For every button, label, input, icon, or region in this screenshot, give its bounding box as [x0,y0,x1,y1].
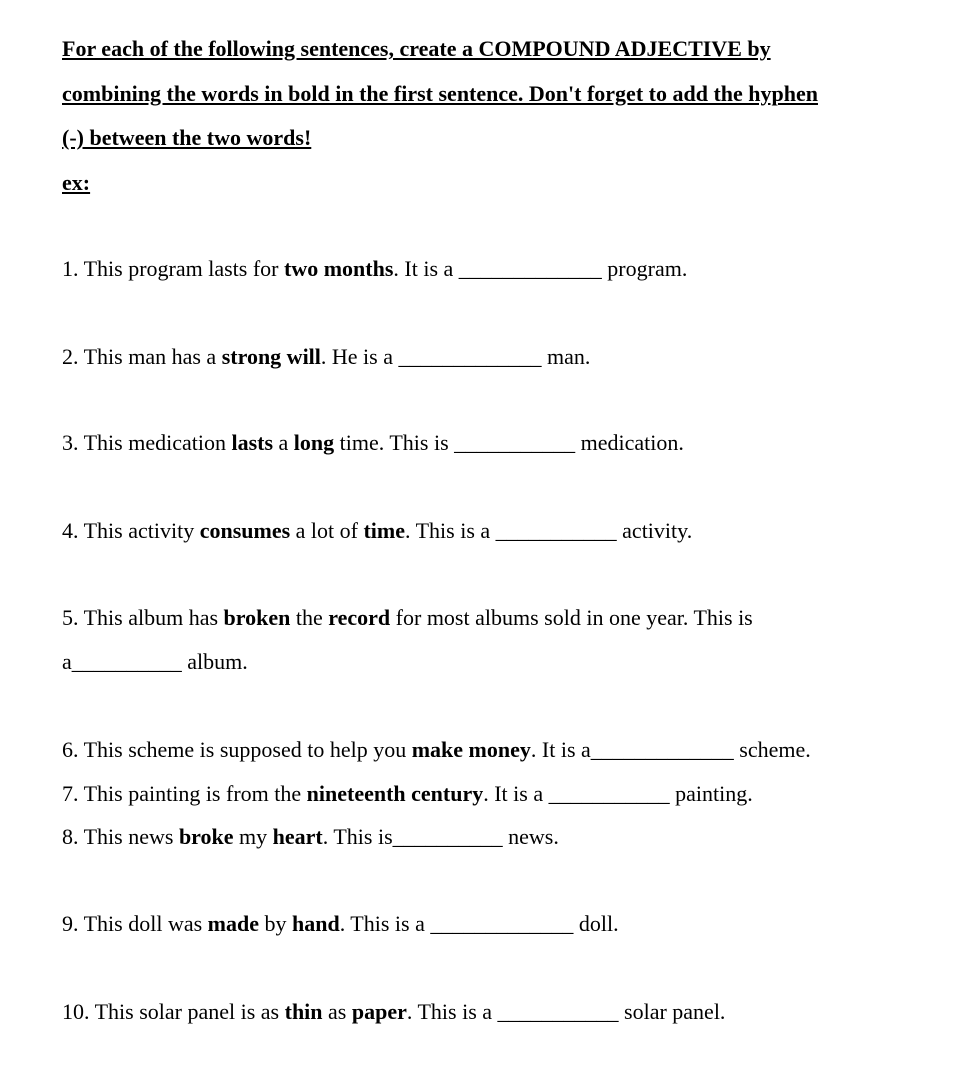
item-text: . This is a ___________ activity. [405,518,693,543]
example-label: ex: [62,170,91,195]
instruction-line-3: (-) between the two words! [62,125,312,150]
item-text: 6. This scheme is supposed to help you [62,737,412,762]
item-text: . This is a _____________ doll. [339,911,619,936]
item-text: my [233,824,273,849]
exercise-item-5 [62,607,753,629]
instruction-line-1: For each of the following sentences, create a COMPOUND ADJECTIVE by [62,36,771,61]
item-text: 5. This album has [62,605,224,630]
bold-word: made [207,911,259,936]
item-text: 4. This activity [62,518,200,543]
bold-word: broken [223,605,291,630]
exercise-item-9 [62,913,619,935]
bold-word: two months [284,256,394,281]
item-text: . This is__________ news. [322,824,559,849]
item-text: by [258,911,292,936]
item-text: . This is a ___________ solar panel. [406,999,726,1024]
exercise-item-2 [62,346,590,368]
exercise-item-8 [62,826,559,848]
bold-word: nineteenth century [306,781,484,806]
bold-word: hand [291,911,340,936]
item-text: 3. This medication [62,430,232,455]
item-text: . It is a ___________ painting. [483,781,753,806]
bold-word: thin [284,999,323,1024]
item-text: 1. This program lasts for [62,256,285,281]
exercise-item-6 [62,739,811,761]
item-text: 8. This news [62,824,179,849]
bold-word: strong will [221,344,321,369]
item-text: . It is a_____________ scheme. [530,737,811,762]
bold-word: record [328,605,391,630]
exercise-item-7 [62,783,753,805]
item-text: the [290,605,329,630]
instruction-line-2: combining the words in bold in the first sentence. Don't forget to add the hyphen [62,81,818,106]
bold-word: lasts [231,430,274,455]
item-text: 10. This solar panel is as [62,999,285,1024]
exercise-item-3 [62,432,684,454]
item-text: time. This is ___________ medication. [334,430,684,455]
exercise-item-5-continued: a__________ album. [62,649,248,674]
item-text: . It is a _____________ program. [393,256,688,281]
exercise-item-1 [62,258,687,280]
item-text: a [273,430,294,455]
bold-word: time [363,518,406,543]
item-text: 9. This doll was [62,911,208,936]
bold-word: make money [411,737,531,762]
item-text: for most albums sold in one year. This is [390,605,753,630]
bold-word: broke [178,824,234,849]
exercise-item-10 [62,1001,725,1023]
item-text: 7. This painting is from the [62,781,307,806]
bold-word: heart [272,824,323,849]
item-text: as [322,999,352,1024]
bold-word: paper [351,999,407,1024]
bold-word: consumes [199,518,291,543]
item-text: . He is a _____________ man. [320,344,591,369]
item-text: 2. This man has a [62,344,222,369]
exercise-item-4 [62,520,692,542]
bold-word: long [293,430,335,455]
item-text: a lot of [290,518,364,543]
